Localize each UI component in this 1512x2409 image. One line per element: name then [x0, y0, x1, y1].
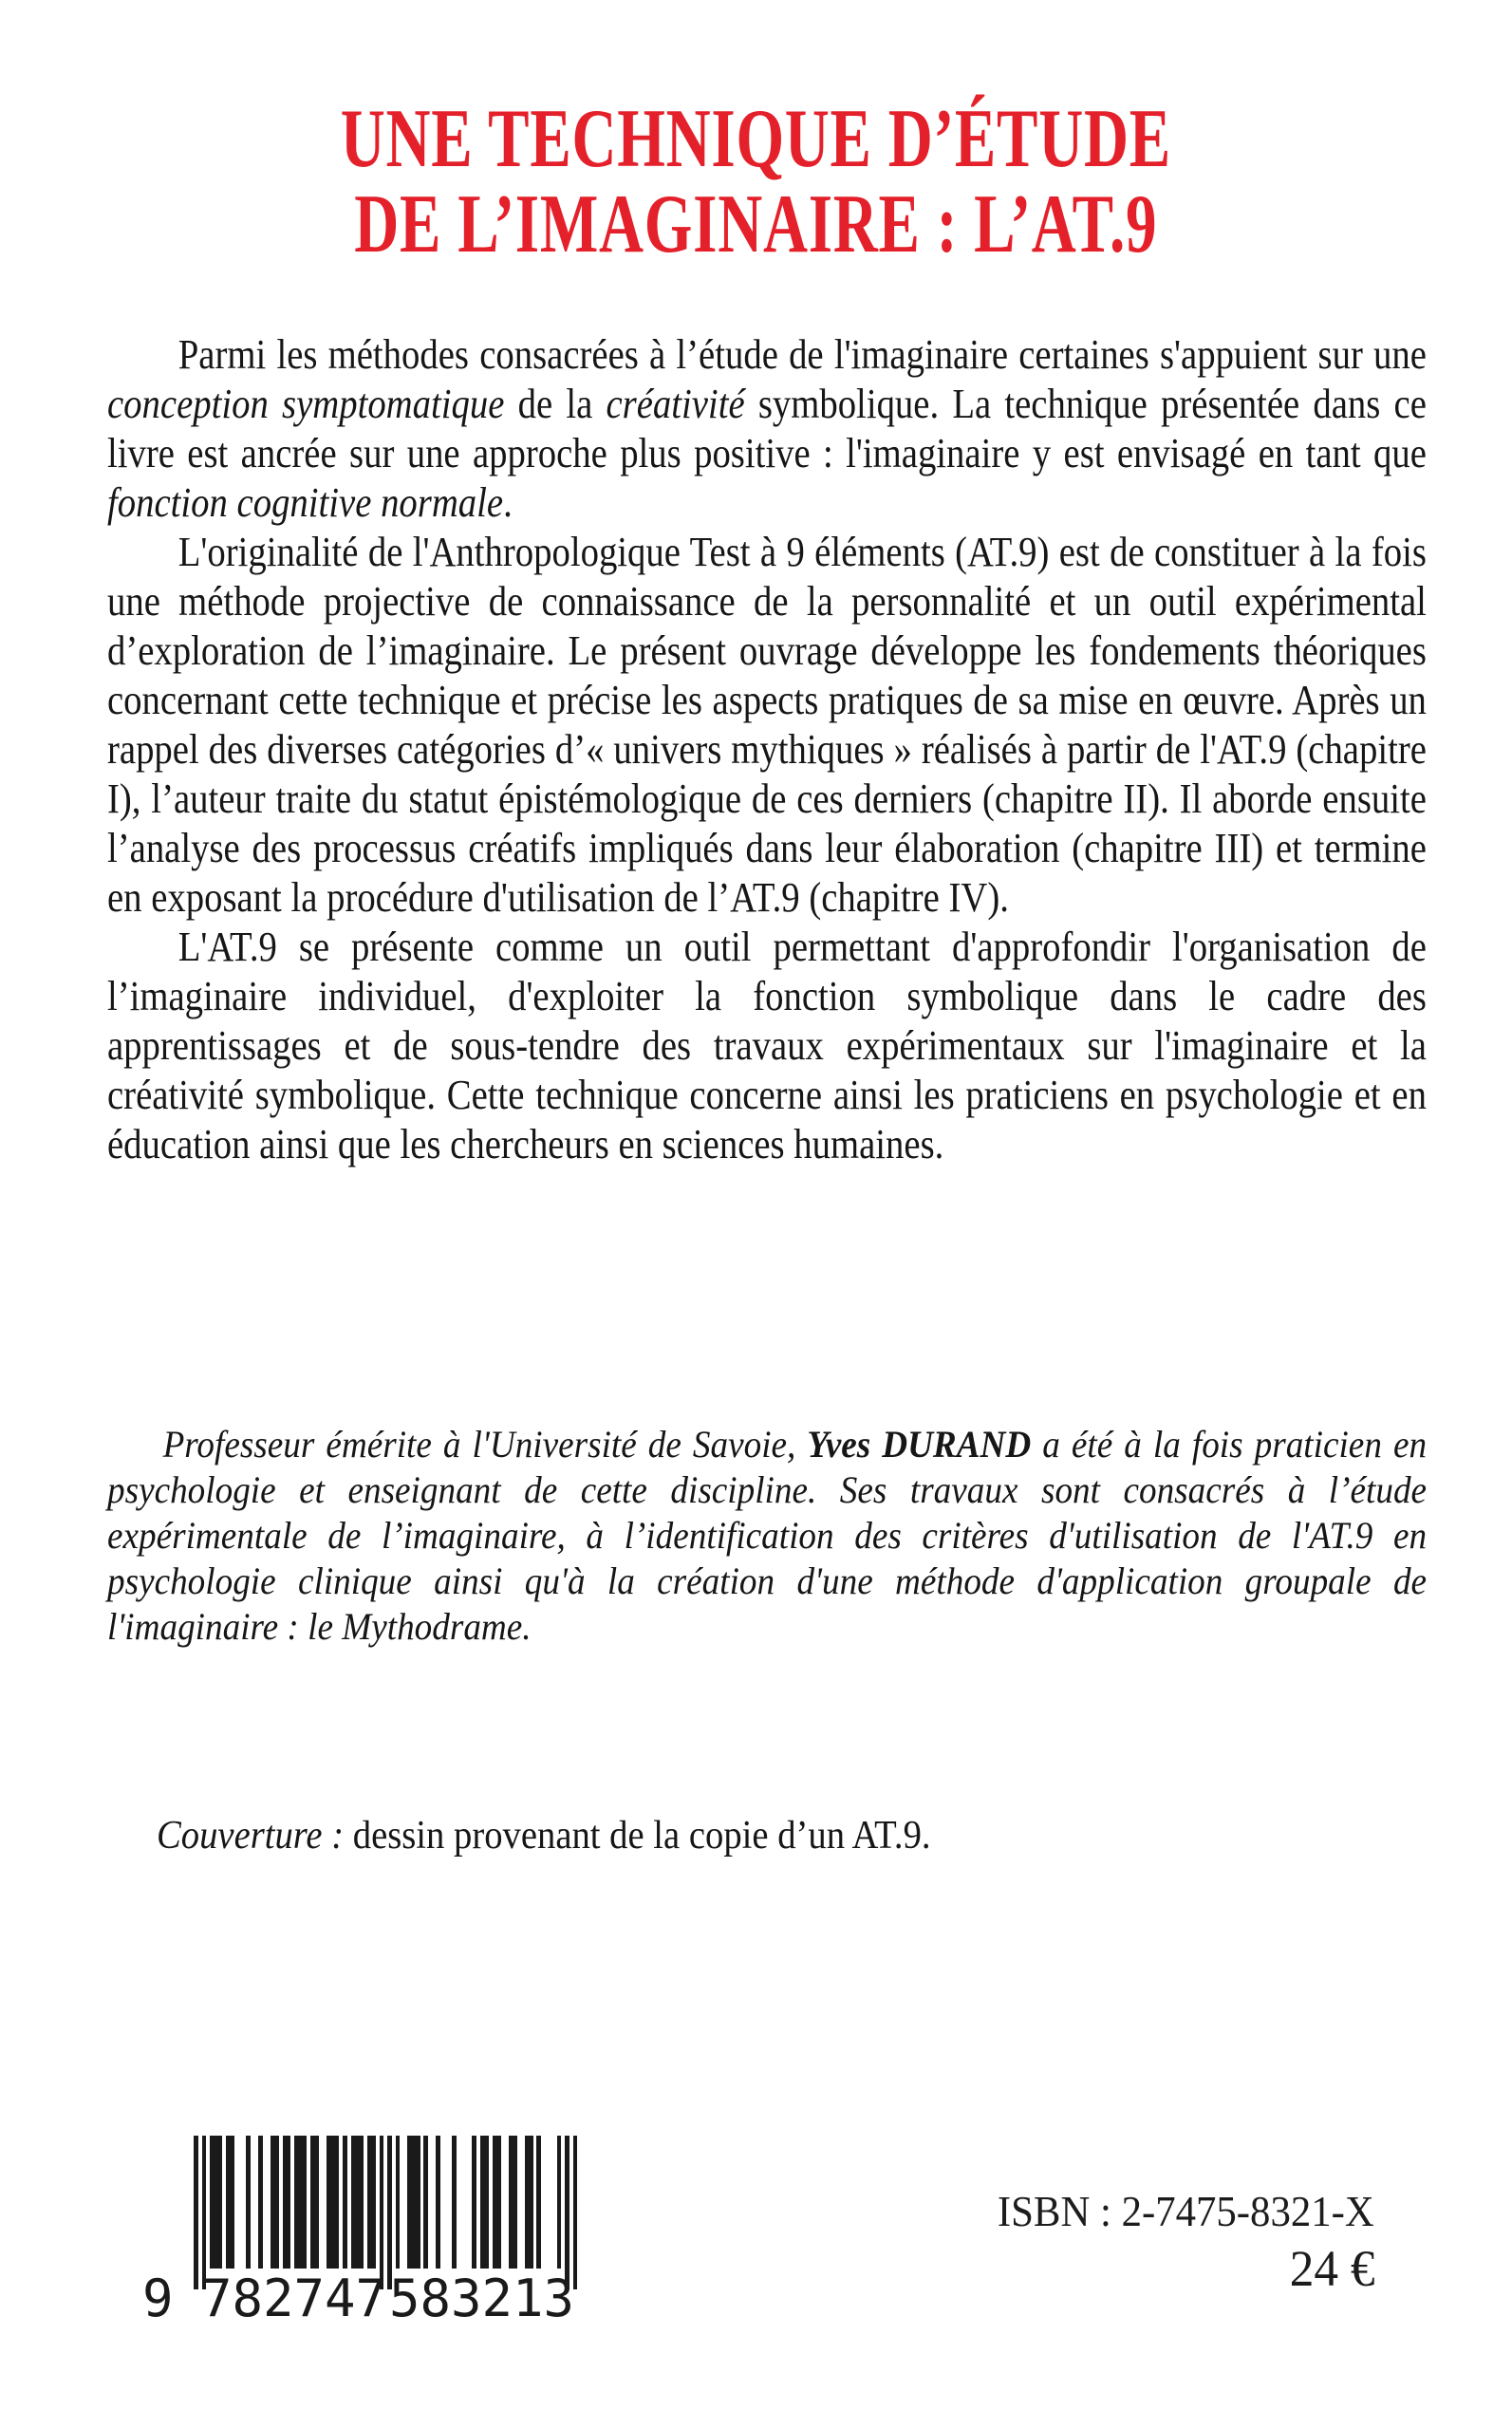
book-title-line1: UNE TECHNIQUE D’ÉTUDE	[340, 93, 1171, 185]
book-title-line2: DE L’IMAGINAIRE : L’AT.9	[354, 178, 1158, 271]
barcode-digits-right: 583213	[389, 2269, 575, 2328]
book-title-lines	[0, 93, 1512, 271]
isbn-label: ISBN : 2-7475-8321-X	[998, 2187, 1374, 2235]
cover-credit-text: Couverture : dessin provenant de la copie d’un AT.9.	[157, 1814, 931, 1858]
author-bio-text: Professeur émérite à l'Université de Savoie, Yves DURAND a été à la fois praticien en psychologie et enseignant de cette discipline. Ses travaux sont consacrés à l’étude expérimentale de l’imaginaire, à l’identification des critères d'utilisation de l'AT.9 en psychologie clinique ainsi qu'à la création d'une méthode d'application groupale de l'imaginaire : le Mythodrame.	[107, 1423, 1428, 1648]
book-title	[0, 93, 1512, 271]
author-bio	[107, 1422, 1427, 1650]
price-label: 24 €	[1289, 2240, 1374, 2297]
barcode-digit-lead: 9	[142, 2269, 174, 2328]
blurb-text	[107, 330, 1427, 1169]
blurb-paragraph-1: Parmi les méthodes consacrées à l’étude de l'imaginaire certaines s'appuient sur une conception symptomatique de la créativité symbolique. La technique présentée dans ce livre est ancrée sur une approche plus positive : l'imaginaire y est envisagé en tant que fonction cognitive normale.	[107, 331, 1427, 526]
blurb-paragraph-3: L'AT.9 se présente comme un outil permettant d'approfondir l'organisation de l’imaginaire individuel, d'exploiter la fonction symbolique dans le cadre des apprentissages et de sous-tendre des travaux expérimentaux sur l'imaginaire et la créativité symbolique. Cette technique concerne ainsi les praticiens en psychologie et en éducation ainsi que les chercheurs en sciences humaines.	[107, 924, 1427, 1167]
blurb	[107, 330, 1427, 1169]
blurb-paragraph-2: L'originalité de l'Anthropologique Test à 9 éléments (AT.9) est de constituer à la fois une méthode projective de connaissance de la personnalité et un outil expérimental d’exploration de l’imaginaire. Le présent ouvrage développe les fondements théoriques concernant cette technique et précise les aspects pratiques de sa mise en œuvre. Après un rappel des diverses catégories d’« univers mythiques » réalisés à partir de l'AT.9 (chapitre I), l’auteur traite du statut épistémologique de ces derniers (chapitre II). Il aborde ensuite l’analyse des processus créatifs impliqués dans leur élaboration (chapitre III) et termine en exposant la procédure d'utilisation de l’AT.9 (chapitre IV).	[107, 529, 1427, 921]
price	[1285, 2240, 1375, 2297]
barcode-bars	[194, 2136, 577, 2289]
barcode	[142, 2136, 588, 2337]
barcode-digits-left: 782747	[201, 2269, 387, 2328]
cover-credit	[157, 1811, 998, 1860]
isbn	[969, 2187, 1374, 2236]
